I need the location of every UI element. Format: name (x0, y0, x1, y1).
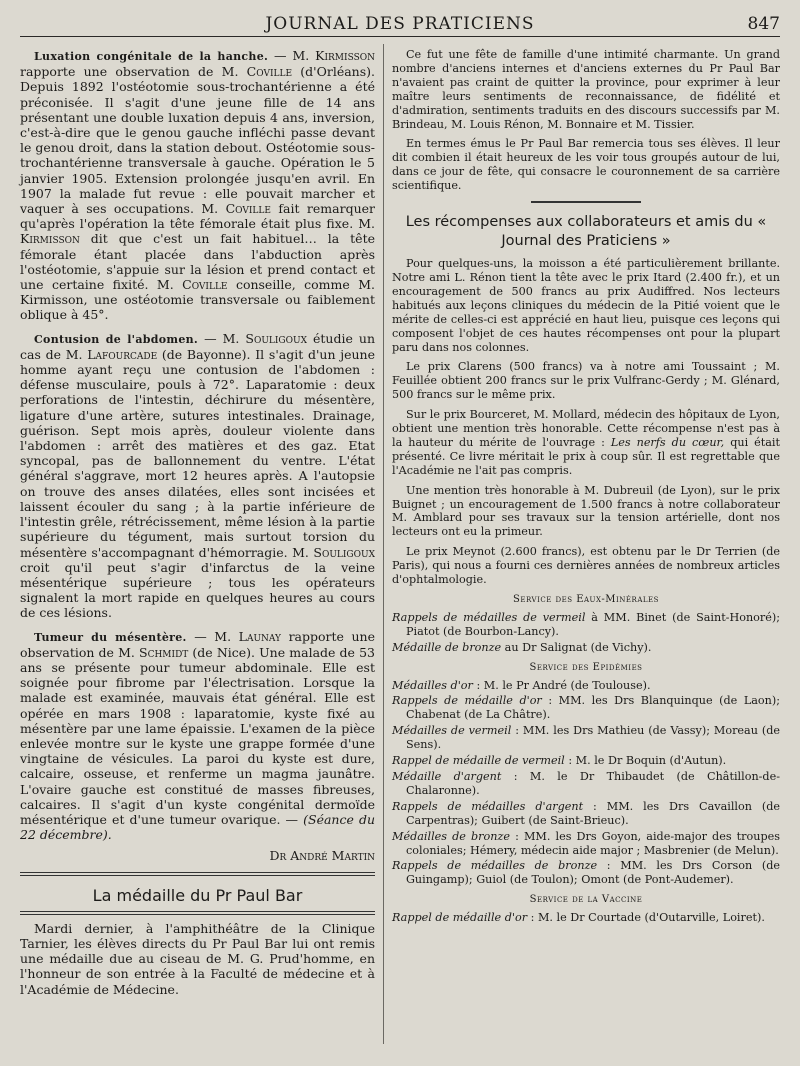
right-column (392, 48, 780, 927)
author-name: Coville (246, 64, 293, 80)
award-line: Rappel de médaille de vermeil : M. le Dr Boquin (d'Autun). (392, 754, 727, 768)
award-line: Médailles de vermeil : MM. les Drs Mathieu (de Vassy); Moreau (de Sens). (392, 724, 780, 752)
subheading-epidemies: Service des Epidémies (529, 661, 643, 673)
left-column (20, 48, 375, 1003)
article-medaille: Mardi dernier, à l'amphithéâtre de la Clinique Tarnier, les élèves directs du Pr Paul Bar lui ont remis une médaille due au ciseau de M. G. Prud'homme, en l'honneur de son entrée à la Faculté de médecine et à l'Académie de Médecine. (20, 920, 375, 997)
award-line: Rappels de médaille d'or : MM. les Drs Blanquinque (de Laon); Chabenat (de La Châtre). (392, 694, 780, 722)
award-line: Rappels de médailles de bronze : MM. les Drs Corson (de Guingamp); Guiol (de Toulon); Omont (de Pont-Audemer). (392, 859, 780, 887)
award-line: Médailles de bronze : MM. les Drs Goyon, aide-major des troupes coloniales; Hémery, médecin aide major ; Masbrenier (de Melun). (392, 829, 780, 857)
award-line: Rappel de médaille d'or : M. le Dr Courtade (d'Outarville, Loiret). (392, 911, 765, 925)
paragraph: Ce fut une fête de famille d'une intimité charmante. Un grand nombre d'anciens internes et d'anciens externes du Pr Paul Bar n'avaient pas craint de quitter la province, pour exprimer à leur maître leurs sentiments de reconnaissance, de fidélité et d'admiration, sentiments traduits en des discours successifs par M. Brindeau, M. Louis Rénon, M. Bonnaire et M. Tissier. (392, 48, 780, 131)
heading-recompenses: Les récompenses aux collaborateurs et amis du « Journal des Praticiens » (405, 214, 767, 250)
author-name: Kirmisson (315, 48, 375, 63)
book-title: Les nerfs du cœur, (610, 435, 725, 449)
article-luxation: Luxation congénitale de la hanche. — M. Kirmisson rapporte une observation de M. Coville (d'Orléans). Depuis 1892 l'ostéotomie sous-trochantérienne a été préconisée. Il s'agit d'une jeune fille de 14 ans présentant une double luxation depuis 4 ans, inversion, c'est-à-dire que le genou gauche infléchi passe devant le genou droit, dans la station debout. Ostéotomie sous-trochantérienne transversale à gauche. Opération le 5 janvier 1905. Extension prolongée jusqu'en avril. En 1907 la malade fut revue : elle pouvait marcher et vaquer à ses occupations. M. Coville fait remarquer qu'après l'opération la tête fémorale était plus fixe. M. Kirmisson dit que c'est un fait habituel… la tête fémorale étant placée dans l'abduction après l'ostéotomie, s'appuie sur la lésion et prend contact et une certaine fixité. M. Coville conseille, comme M. Kirmisson, une ostéotomie transversale ou faiblement oblique à 45°. (20, 48, 375, 323)
author-name: Souligoux (245, 330, 307, 346)
paragraph: Pour quelques-uns, la moisson a été particulièrement brillante. Notre ami L. Rénon tient la tête avec le prix Itard (2.400 fr.), et un encouragement de 500 francs au prix Audiffred. Nos lecteurs habitués aux leçons cliniques du médecin de la Pitié voient que le mérite de celles-ci est apprécié en haut lieu, puisque ces leçons qui composent l'objet de ces hautes récompenses ont pour la plupart paru dans nos colonnes. (392, 257, 780, 354)
paragraph: En termes émus le Pr Paul Bar remercia tous ses élèves. Il leur dit combien il était heureux de les voir tous groupés autour de lui, dans ce jour de fête, qui consacre le couronnement de sa carrière scientifique. (392, 137, 780, 193)
subheading-eaux-minerales: Service des Eaux-Minérales (513, 594, 659, 605)
author-name: Coville (225, 201, 271, 217)
heading-medaille: La médaille du Pr Paul Bar (92, 885, 303, 905)
award-line: Médailles d'or : M. le Pr André (de Toulouse). (392, 678, 651, 692)
article-title: Luxation congénitale de la hanche. (34, 50, 269, 63)
article-title: Tumeur du mésentère. (34, 630, 187, 644)
author-name: Schmidt (139, 644, 189, 660)
author-name: Lafourcade (87, 346, 158, 362)
article-title: Contusion de l'abdomen. (34, 332, 199, 346)
ornament-rule (531, 201, 641, 203)
paragraph: Sur le prix Bourceret, M. Mollard, médecin des hôpitaux de Lyon, obtient une mention très honorable. Cette récompense n'est pas à la hauteur du mérite de l'ouvrage : Les nerfs du cœur, qui était présenté. Ce livre méritait le prix à coup sûr. Il est regrettable que l'Académie ne l'ait pas compris. (392, 408, 781, 477)
article-contusion: Contusion de l'abdomen. — M. Souligoux étudie un cas de M. Lafourcade (de Bayonne). Il s'agit d'un jeune homme ayant reçu une contusion de l'abdomen : défense musculaire, pouls à 72°. Laparatomie : deux perforations de l'intestin, déchirure du mésentère, ligature d'une artère, sutures intestinales. Drainage, guérison. Sept mois après, douleur violente dans l'abdomen : arrêt des matières et des gaz. Etat syncopal, pas de ballonnement du ventre. L'état général s'aggrave, mort 12 heures après. A l'autopsie on trouve des anses dilatées, elles sont incisées et laissent écouler du sang ; à la partie inférieure de l'intestin grêle, rétrécissement, même lésion à la partie supérieure du tégument, mais surtout torsion du mésentère s'accompagnant d'hémorragie. M. Souligoux croit qu'il peut s'agir d'infarctus de la veine mésentérique supérieure ; tous les opérateurs signalent la mort rapide en quelques heures au cours de ces lésions. (20, 330, 375, 621)
author-name: Souligoux (313, 544, 375, 560)
award-line: Rappels de médailles de vermeil à MM. Binet (de Saint-Honoré); Piatot (de Bourbon-Lancy). (392, 610, 781, 638)
seance-date: (Séance du 22 décembre). (20, 811, 376, 843)
award-line: Médaille de bronze au Dr Salignat (de Vichy). (392, 640, 652, 654)
signature: Dr André Martin (269, 848, 375, 864)
author-name: Coville (182, 277, 228, 293)
section-rule (20, 911, 375, 915)
page-number: 847 (747, 14, 780, 34)
paragraph: Une mention très honorable à M. Dubreuil (de Lyon), sur le prix Buignet ; un encouragement de 1.500 francs à notre collaborateur M. Amblard pour ses travaux sur la tension artérielle, dont nos lecteurs ont eu la primeur. (392, 483, 780, 539)
section-rule (20, 872, 375, 876)
article-tumeur: Tumeur du mésentère. — M. Launay rapporte une observation de M. Schmidt (de Nice). Une malade de 53 ans se présente pour tumeur abdominale. Elle est soignée pour fibrome par l'électrisation. Lorsque la malade est examinée, mauvais état général. Elle est opérée en mars 1908 : laparatomie, kyste fixé au mésentère par une lame épaissie. L'examen de la pièce enlevée montre sur le kyste une grappe formée d'une vingtaine de vésicules. La paroi du kyste est dure, calcaire, osseuse, et renferme un magma jaunâtre. L'ovaire gauche est constitué de masses fibreuses, calcaires. Il s'agit d'un kyste congénital dermoïde mésentérique et d'une tumeur ovarique. — (Séance du 22 décembre). (20, 628, 376, 843)
paragraph: Le prix Clarens (500 francs) va à notre ami Toussaint ; M. Feuillée obtient 200 francs sur le prix Vulfranc-Gerdy ; M. Glénard, 500 francs sur le même prix. (392, 360, 780, 402)
award-line: Médaille d'argent : M. le Dr Thibaudet (de Châtillon-de-Chalaronne). (392, 769, 780, 797)
paragraph: Le prix Meynot (2.600 francs), est obtenu par le Dr Terrien (de Paris), qui nous a fourni ces dernières années de nombreux articles d'ophtalmologie. (392, 545, 780, 587)
journal-title: JOURNAL DES PRATICIENS (265, 14, 535, 34)
column-divider (383, 44, 384, 1044)
author-name: Launay (238, 628, 281, 644)
subheading-vaccine: Service de la Vaccine (529, 894, 643, 906)
author-name: Kirmisson (20, 231, 80, 247)
award-line: Rappels de médailles d'argent : MM. les Drs Cavaillon (de Carpentras); Guibert (de Saint-Brieuc). (392, 799, 780, 827)
page-header (20, 10, 780, 37)
